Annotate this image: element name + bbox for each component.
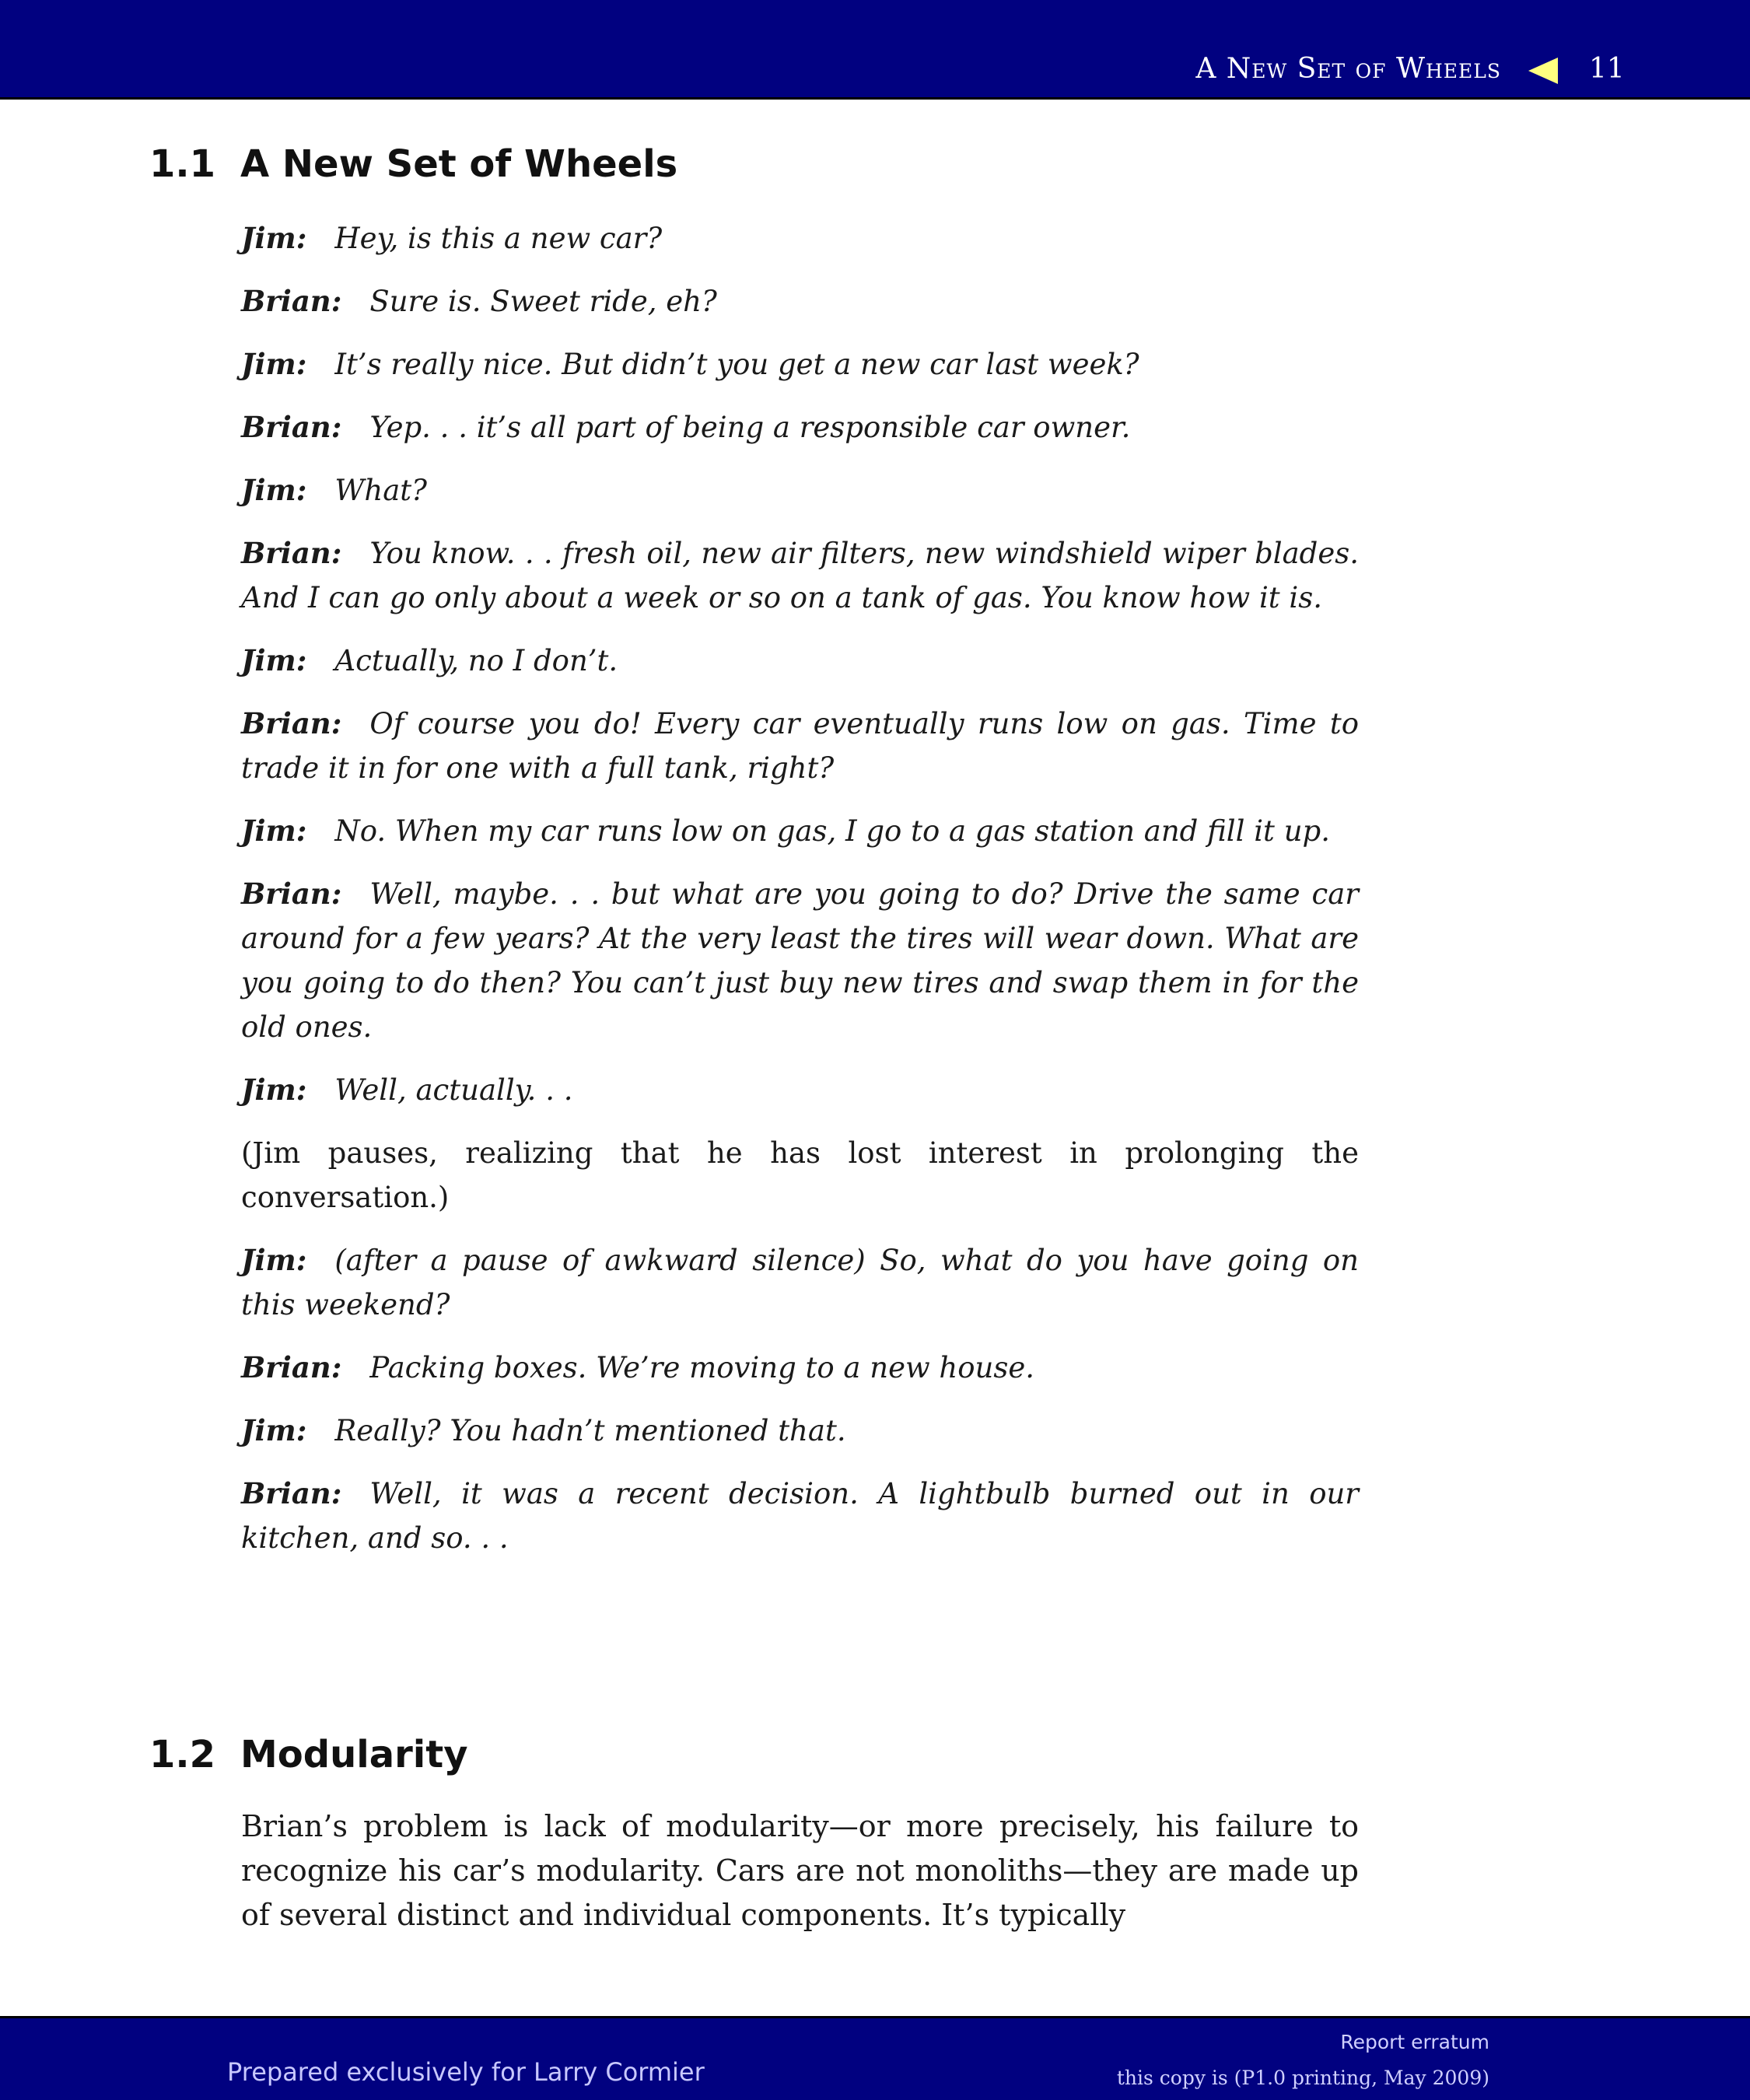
speaker-name: Jim: xyxy=(241,1073,307,1107)
dialogue-text: (after a pause of awkward silence) So, what do you have going on this weekend? xyxy=(241,1244,1359,1321)
dialogue-line xyxy=(241,1346,1359,1390)
dialogue-line xyxy=(241,1238,1359,1327)
page-number: 11 xyxy=(1589,53,1625,85)
speaker-name: Jim: xyxy=(241,643,307,677)
dialogue-text: No. When my car runs low on gas, I go to a gas station and fill it up. xyxy=(334,814,1330,848)
dialogue-text: It’s really nice. But didn’t you get a new car last week? xyxy=(334,348,1139,381)
dialogue-line xyxy=(241,809,1359,853)
dialogue-text: Well, it was a recent decision. A lightbulb burned out in our kitchen, and so. . . xyxy=(241,1477,1359,1555)
dialogue-line xyxy=(241,1409,1359,1453)
speaker-name: Jim: xyxy=(241,473,307,507)
narration: (Jim pauses, realizing that he has lost interest in prolonging the conversation.) xyxy=(241,1136,1359,1214)
dialogue-line xyxy=(241,1472,1359,1560)
section-title: Modularity xyxy=(240,1733,468,1776)
dialogue-text: What? xyxy=(334,474,427,507)
speaker-name: Brian: xyxy=(241,1476,342,1510)
speaker-name: Brian: xyxy=(241,706,342,740)
speaker-name: Jim: xyxy=(241,221,307,255)
section-number: 1.2 xyxy=(149,1733,216,1776)
dialogue-line xyxy=(241,279,1359,324)
speaker-name: Brian: xyxy=(241,1350,342,1384)
dialogue-text: Yep. . . it’s all part of being a responsible car owner. xyxy=(369,411,1131,444)
prepared-for-text: Prepared exclusively for Larry Cormier xyxy=(227,2057,705,2087)
speaker-name: Jim: xyxy=(241,347,307,381)
dialogue-text: Actually, no I don’t. xyxy=(334,644,618,677)
running-title: A New Set of Wheels xyxy=(1195,53,1501,85)
dialogue-text: Hey, is this a new car? xyxy=(334,222,663,255)
dialogue-line xyxy=(241,1068,1359,1112)
speaker-name: Jim: xyxy=(241,1413,307,1447)
section-heading xyxy=(149,142,677,186)
dialogue-line xyxy=(241,405,1359,450)
dialogue-text: Sure is. Sweet ride, eh? xyxy=(369,285,717,318)
dialogue-line xyxy=(241,872,1359,1049)
speaker-name: Jim: xyxy=(241,1243,307,1277)
dialogue-text: Really? You hadn’t mentioned that. xyxy=(334,1414,846,1447)
dialogue-line xyxy=(241,702,1359,790)
body-paragraph: Brian’s problem is lack of modularity—or more precisely, his failure to recognize his car’s modularity. Cars are not monoliths—they are made up of several distinct and individual components. It’s typically xyxy=(241,1809,1359,1932)
dialogue-text: Well, maybe. . . but what are you going to do? Drive the same car around for a few years? At the very least the tires will wear down. What are you going to do then? You can’t just buy new tires and swap them in for the old ones. xyxy=(241,877,1359,1044)
speaker-name: Brian: xyxy=(241,284,342,318)
page-footer xyxy=(0,2016,1750,2100)
section-heading xyxy=(149,1733,467,1776)
section-number: 1.1 xyxy=(149,142,216,186)
copy-info-text: this copy is (P1.0 printing, May 2009) xyxy=(1116,2067,1489,2089)
speaker-name: Brian: xyxy=(241,410,342,444)
back-arrow-icon[interactable] xyxy=(1528,58,1558,84)
dialogue-text: Of course you do! Every car eventually runs low on gas. Time to trade it in for one with a full tank, right? xyxy=(241,707,1359,785)
dialogue xyxy=(241,216,1359,1579)
dialogue-text: Packing boxes. We’re moving to a new house. xyxy=(369,1351,1034,1384)
dialogue-text: Well, actually. . . xyxy=(334,1073,573,1107)
speaker-name: Brian: xyxy=(241,877,342,911)
dialogue-line xyxy=(241,639,1359,683)
dialogue-text: You know. . . fresh oil, new air filters, new windshield wiper blades. And I can go only about a week or so on a tank of gas. You know how it is. xyxy=(241,537,1359,614)
page-header xyxy=(0,0,1750,100)
dialogue-line xyxy=(241,468,1359,513)
speaker-name: Jim: xyxy=(241,814,307,848)
section-title: A New Set of Wheels xyxy=(240,142,678,186)
dialogue-line xyxy=(241,216,1359,261)
dialogue-line xyxy=(241,531,1359,620)
report-erratum-link[interactable]: Report erratum xyxy=(1340,2031,1489,2053)
dialogue-line xyxy=(241,342,1359,387)
speaker-name: Brian: xyxy=(241,536,342,570)
